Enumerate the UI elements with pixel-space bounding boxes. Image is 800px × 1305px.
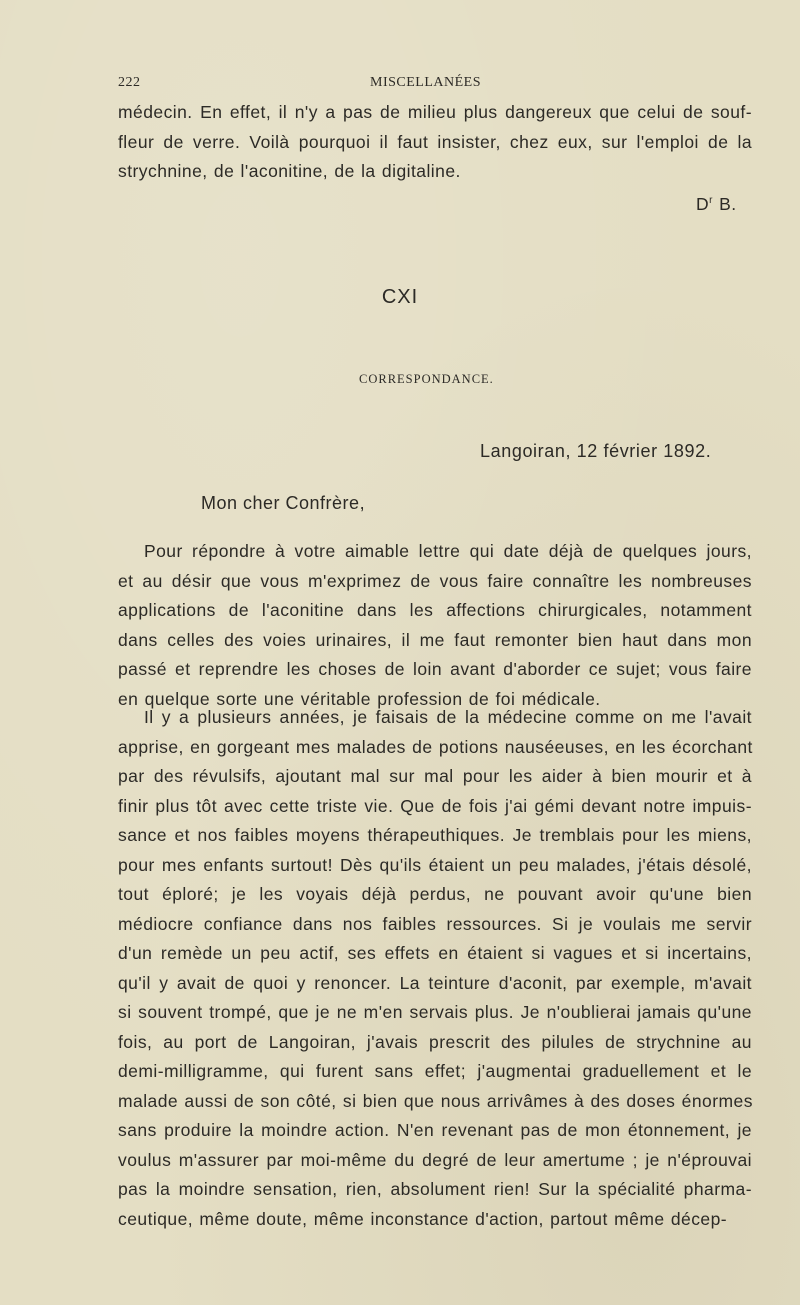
continuation-paragraph	[118, 98, 752, 187]
text-line: apprise, en gorgeant mes malades de potions nauséeuses, en les écorchant	[118, 736, 753, 757]
page-number: 222	[118, 75, 141, 90]
text-line: d'un remède un peu actif, ses effets en étaient si vagues et si incertains,	[118, 943, 752, 963]
section-title: CORRESPONDANCE.	[359, 372, 494, 386]
text-line: sans produire la moindre action. N'en revenant pas de mon étonnement, je	[118, 1120, 752, 1140]
text-line: par des révulsifs, ajoutant mal sur mal pour les aider à bien mourir et à	[118, 766, 752, 786]
letter-dateline: Langoiran, 12 février 1892.	[480, 441, 712, 461]
text-line: médecin. En effet, il n'y a pas de milieu plus dangereux que celui de souf-	[118, 102, 752, 122]
section-number: CXI	[381, 286, 419, 308]
text-line: applications de l'aconitine dans les affections chirurgicales, notamment	[118, 600, 752, 620]
text-line: en quelque sorte une véritable profession de foi médicale.	[118, 688, 601, 709]
letter-salutation: Mon cher Confrère,	[201, 493, 366, 513]
text-line: dans celles des voies urinaires, il me faut remonter bien haut dans mon	[118, 629, 752, 650]
text-line: ceutique, même doute, même inconstance d'action, partout même décep-	[118, 1208, 728, 1229]
text-line: strychnine, de l'aconitine, de la digitaline.	[118, 161, 461, 181]
text-line: si souvent trompé, que je ne m'en servais plus. Je n'oublierai jamais qu'une	[118, 1002, 752, 1022]
running-title: MISCELLANÉES	[370, 75, 481, 90]
text-line: fois, au port de Langoiran, j'avais prescrit des pilules de strychnine au	[118, 1031, 752, 1052]
text-line: voulus m'assurer par moi-même du degré de leur amertume ; je n'éprouvai	[118, 1149, 752, 1170]
text-line: tout éploré; je les voyais déjà perdus, ne pouvant avoir qu'une bien	[118, 884, 752, 904]
text-line: pas la moindre sensation, rien, absolument rien! Sur la spécialité pharma-	[118, 1179, 752, 1199]
text-line: pour mes enfants surtout! Dès qu'ils étaient un peu malades, j'étais désolé,	[118, 854, 752, 875]
text-line: sance et nos faibles moyens thérapeuthiques. Je tremblais pour les miens,	[118, 825, 752, 845]
text-line: et au désir que vous m'exprimez de vous faire connaître les nombreuses	[118, 570, 752, 591]
letter-paragraph-1	[118, 537, 752, 714]
text-line: demi-milligramme, qui furent sans effet; j'augmentai graduellement et le	[118, 1061, 752, 1081]
running-head	[118, 75, 658, 95]
text-line: Pour répondre à votre aimable lettre qui date déjà de quelques jours,	[144, 541, 752, 561]
text-line: fleur de verre. Voilà pourquoi il faut insister, chez eux, sur l'emploi de la	[118, 131, 752, 152]
text-line: médiocre confiance dans nos faibles ressources. Si je voulais me servir	[118, 913, 752, 934]
text-line: qu'il y avait de quoi y renoncer. La teinture d'aconit, par exemple, m'avait	[118, 972, 752, 993]
signature: $D^r$ B.	[696, 194, 737, 214]
text-line: passé et reprendre les choses de loin avant d'aborder ce sujet; vous faire	[118, 659, 752, 679]
text-line: Il y a plusieurs années, je faisais de la médecine comme on me l'avait	[144, 707, 752, 727]
letter-paragraph-2	[118, 703, 752, 1234]
text-line: finir plus tôt avec cette triste vie. Que de fois j'ai gémi devant notre impuis-	[118, 795, 752, 816]
text-line: malade aussi de son côté, si bien que nous arrivâmes à des doses énormes	[118, 1090, 753, 1111]
